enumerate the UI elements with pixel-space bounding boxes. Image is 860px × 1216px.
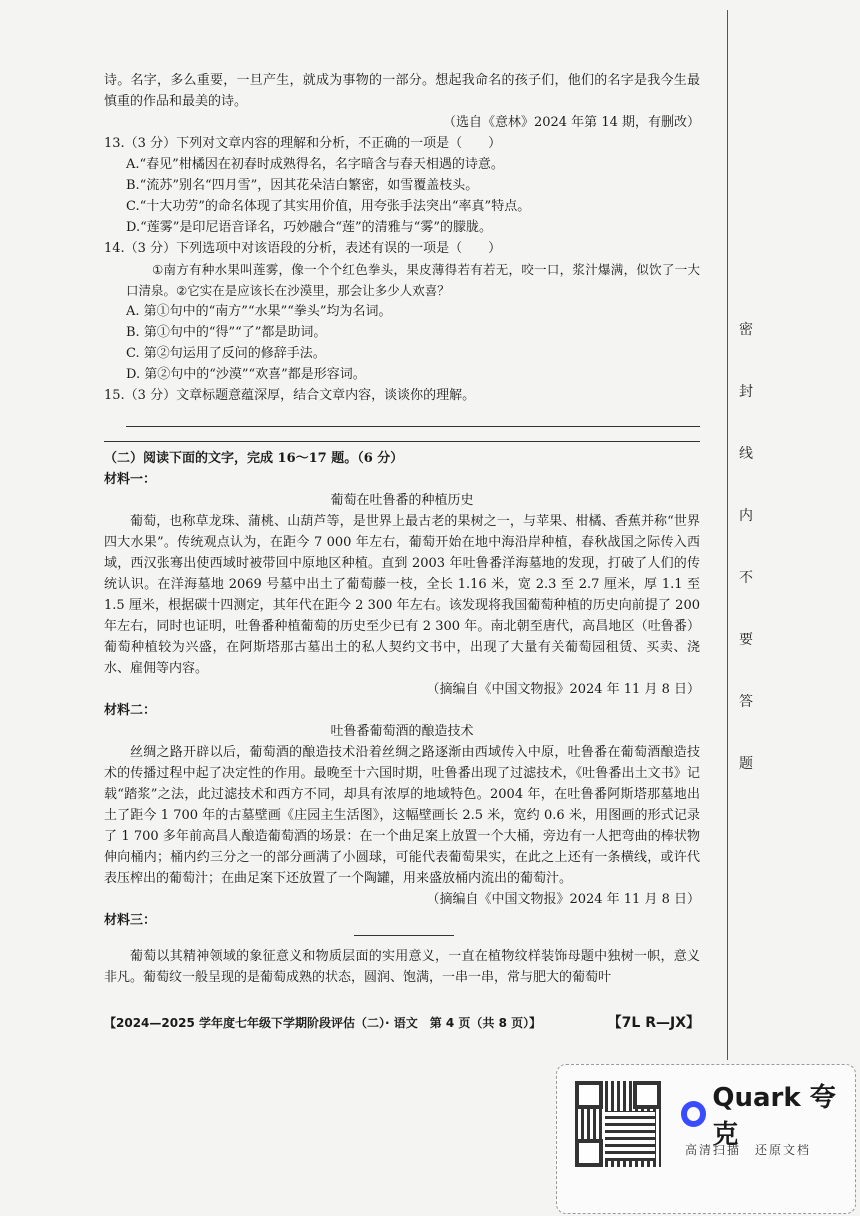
quark-watermark[interactable] — [556, 1064, 856, 1214]
material-2-title: 吐鲁番葡萄酒的酿造技术 — [330, 724, 474, 739]
material-2-source: （摘编自《中国文物报》2024 年 11 月 8 日） — [426, 892, 700, 907]
material-3-label: 材料三： — [104, 913, 157, 928]
footer-code: 【7L R—JX】 — [607, 1015, 700, 1031]
material-1-label: 材料一： — [104, 472, 157, 487]
binding-char: 不 — [739, 570, 753, 586]
material-2-body: 丝绸之路开辟以后，葡萄酒的酿造技术沿着丝绸之路逐渐由西域传入中原，吐鲁番在葡萄酒酿造技术的传播过程中起了决定性的作用。最晚至十六国时期，吐鲁番出现了过滤技术，《吐鲁番出土文书》记载“踏浆”之法，此过滤技术和西方不同，却具有浓厚的地域特色。2004 年，在吐鲁番阿斯塔那墓地出土了距今 1 700 年的古墓壁画《庄园主生活图》，这幅壁画长 2.5 米，宽约 0.6 米，用图画的形式记录了 1 700 多年前高昌人酿造葡萄酒的场景：在一个曲足案上放置一个大桶，旁边有一人把弯曲的棒状物伸向桶内；桶内约三分之一的部分画满了小圆球，可能代表葡萄果实，在此之上还有一条横线，或许代表压榨出的葡萄汁；在曲足案下还放置了一个陶罐，用来盛放桶内流出的葡萄汁。 — [104, 745, 700, 886]
section-2-heading: （二）阅读下面的文字，完成 16～17 题。（6 分） — [104, 451, 404, 466]
answer-line-1[interactable] — [126, 412, 700, 427]
quark-brand: Quark 夸克 — [712, 1083, 836, 1150]
q14-passage: ①南方有种水果叫莲雾，像一个个红色拳头，果皮薄得若有若无，咬一口，浆汁爆满，似饮了一大口清泉。②它实在是应该长在沙漠里，那会让多少人欢喜？ — [126, 262, 700, 298]
binding-line — [727, 10, 728, 1060]
footer-info: 【2024—2025 学年度七年级下学期阶段评估（二）· 语文 第 4 页（共 8 页）】 — [104, 1016, 542, 1030]
material-2-label: 材料二： — [104, 703, 157, 718]
binding-char: 线 — [739, 446, 753, 462]
q14-option-b: B. 第①句中的“得”“了”都是助词。 — [126, 325, 327, 340]
q13-option-b: B.“流苏”别名“四月雪”，因其花朵洁白繁密，如雪覆盖枝头。 — [126, 178, 479, 193]
page-content — [104, 70, 700, 988]
binding-char: 要 — [739, 632, 753, 648]
section-divider — [104, 441, 700, 442]
continuation-text: 诗。名字，多么重要，一旦产生，就成为事物的一部分。想起我命名的孩子们，他们的名字是我今生最慎重的作品和最美的诗。 — [104, 73, 700, 109]
binding-char: 题 — [739, 756, 753, 772]
material-1-title: 葡萄在吐鲁番的种植历史 — [330, 493, 474, 508]
quark-tagline: 高清扫描 还原文档 — [685, 1143, 812, 1157]
q13-option-a: A.“春见”柑橘因在初春时成熟得名，名字暗含与春天相遇的诗意。 — [126, 157, 504, 172]
source-note: （选自《意林》2024 年第 14 期，有删改） — [442, 115, 700, 130]
binding-char: 答 — [739, 694, 753, 710]
quark-ring-icon — [681, 1101, 706, 1127]
q14-option-a: A. 第①句中的“南方”“水果”“拳头”均为名词。 — [126, 304, 392, 319]
binding-char: 封 — [739, 384, 753, 400]
material-1-body: 葡萄，也称草龙珠、蒲桃、山葫芦等，是世界上最古老的果树之一，与苹果、柑橘、香蕉并称“世界四大水果”。传统观点认为，在距今 7 000 年左右，葡萄开始在地中海沿岸种植，春秋战国之际传入西域，西汉张骞出使西域时被带回中原地区种植。直到 2003 年吐鲁番洋海墓地的发现，打破了人们的传统认识。在洋海墓地 2069 号墓中出土了葡萄藤一枝，全长 1.16 米，宽 2.3 至 2.7 厘米，厚 1.1 至 1.5 厘米，根据碳十四测定，其年代在距今 2 300 年左右。该发现将我国葡萄种植的历史向前提了 200 年左右，同时也证明，吐鲁番种植葡萄的历史至少已有 2 300 年。南北朝至唐代，高昌地区（吐鲁番）葡萄种植较为兴盛，在阿斯塔那古墓出土的私人契约文书中，出现了大量有关葡萄园租赁、买卖、浇水、雇佣等内容。 — [104, 514, 700, 676]
material-1-source: （摘编自《中国文物报》2024 年 11 月 8 日） — [426, 682, 700, 697]
binding-char: 内 — [739, 508, 753, 524]
material-3-rule — [354, 935, 454, 936]
binding-char: 密 — [739, 322, 753, 338]
q14-option-c: C. 第②句运用了反问的修辞手法。 — [126, 346, 326, 361]
question-14-stem: 14.（3 分）下列选项中对该语段的分析，表述有误的一项是（ ） — [104, 241, 502, 256]
binding-notice — [736, 320, 756, 816]
q13-option-c: C.“十大功劳”的命名体现了其实用价值，用夸张手法突出“率真”特点。 — [126, 199, 531, 214]
qr-code-icon[interactable] — [575, 1081, 661, 1167]
q14-option-d: D. 第②句中的“沙漠”“欢喜”都是形容词。 — [126, 367, 366, 382]
material-3-body: 葡萄以其精神领域的象征意义和物质层面的实用意义，一直在植物纹样装饰母题中独树一帜，意义非凡。葡萄纹一般呈现的是葡萄成熟的状态，圆润、饱满，一串一串，常与肥大的葡萄叶 — [104, 949, 700, 985]
question-13-stem: 13.（3 分）下列对文章内容的理解和分析，不正确的一项是（ ） — [104, 136, 502, 151]
q13-option-d: D.“莲雾”是印尼语音译名，巧妙融合“莲”的清雅与“雾”的朦胧。 — [126, 220, 492, 235]
question-15-stem: 15.（3 分）文章标题意蕴深厚，结合文章内容，谈谈你的理解。 — [104, 388, 476, 403]
